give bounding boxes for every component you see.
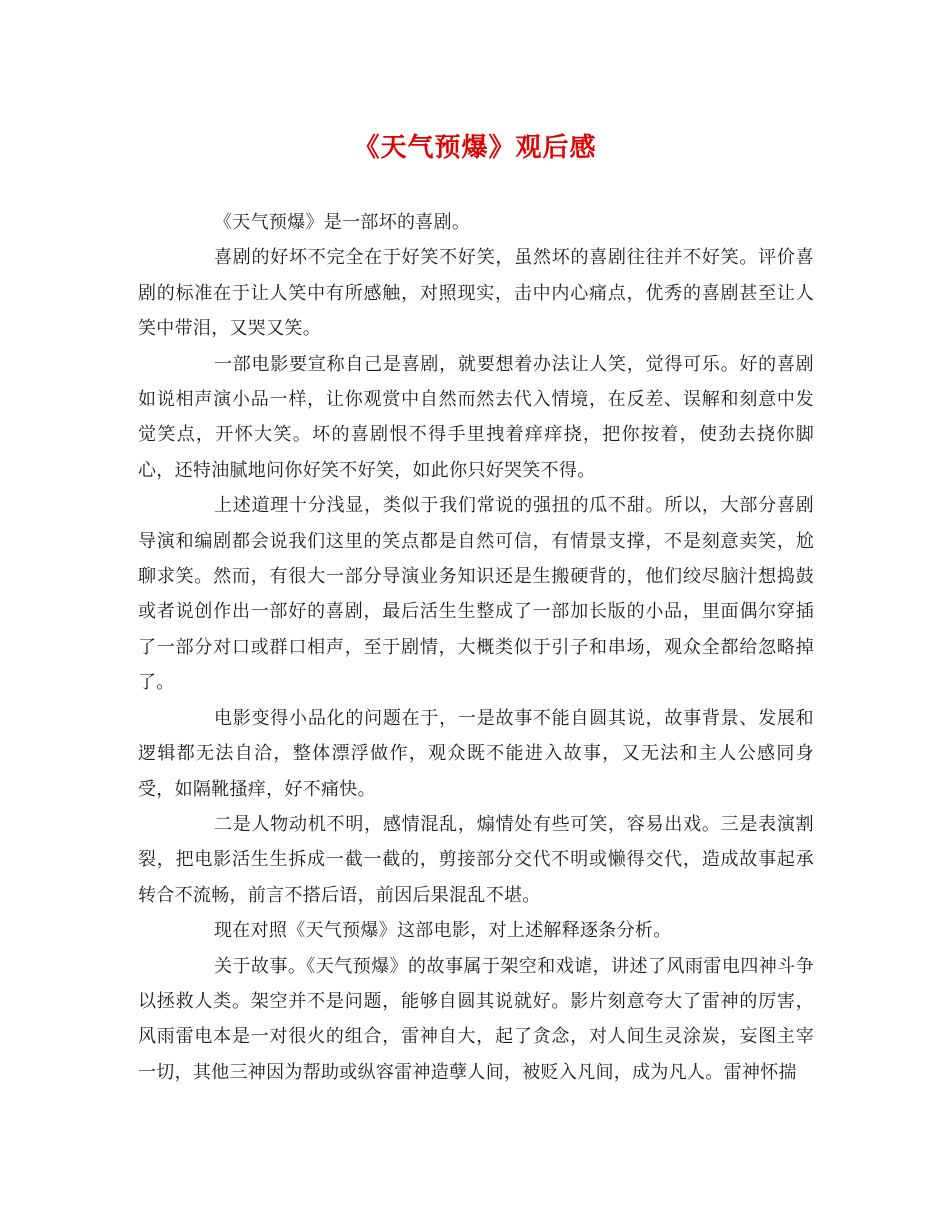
paragraph: 一部电影要宣称自己是喜剧，就要想着办法让人笑，觉得可乐。好的喜剧如说相声演小品一样，让你观赏中自然而然去代入情境，在反差、误解和刻意中发觉笑点，开怀大笑。坏的喜剧恨不得手里拽着痒痒挠，把你按着，使劲去挠你脚心，还特油腻地问你好笑不好笑，如此你只好哭笑不得。 (138, 353, 814, 481)
paragraph: 关于故事。《天气预爆》的故事属于架空和戏谑，讲述了风雨雷电四神斗争以拯救人类。架空并不是问题，能够自圆其说就好。影片刻意夸大了雷神的厉害，风雨雷电本是一对很火的组合，雷神自大，起了贪念，对人间生灵涂炭，妄图主宰一切，其他三神因为帮助或纵容雷神造孽人间，被贬入凡间，成为凡人。雷神怀揣 (138, 955, 814, 1083)
document-body (138, 205, 814, 1090)
paragraph: 喜剧的好坏不完全在于好笑不好笑，虽然坏的喜剧往往并不好笑。评价喜剧的标准在于让人笑中有所感触，对照现实，击中内心痛点，优秀的喜剧甚至让人笑中带泪，又哭又笑。 (138, 247, 814, 340)
paragraph: 现在对照《天气预爆》这部电影，对上述解释逐条分析。 (214, 920, 672, 942)
paragraph: 电影变得小品化的问题在于，一是故事不能自圆其说，故事背景、发展和逻辑都无法自洽，整体漂浮做作，观众既不能进入故事，又无法和主人公感同身受，如隔靴搔痒，好不痛快。 (138, 707, 814, 800)
paragraph: 二是人物动机不明，感情混乱，煽情处有些可笑，容易出戏。三是表演割裂，把电影活生生拆成一截一截的，剪接部分交代不明或懒得交代，造成故事起承转合不流畅，前言不搭后语，前因后果混乱不堪。 (138, 813, 814, 906)
document-title: 《天气预爆》观后感 (353, 133, 597, 163)
paragraph: 上述道理十分浅显，类似于我们常说的强扭的瓜不甜。所以，大部分喜剧导演和编剧都会说我们这里的笑点都是自然可信，有情景支撑，不是刻意卖笑，尬聊求笑。然而，有很大一部分导演业务知识还是生搬硬背的，他们绞尽脑汁想捣鼓或者说创作出一部好的喜剧，最后活生生整成了一部加长版的小品，里面偶尔穿插了一部分对口或群口相声，至于剧情，大概类似于引子和串场，观众全都给忽略掉了。 (138, 495, 814, 694)
paragraph: 《天气预爆》是一部坏的喜剧。 (214, 212, 471, 233)
